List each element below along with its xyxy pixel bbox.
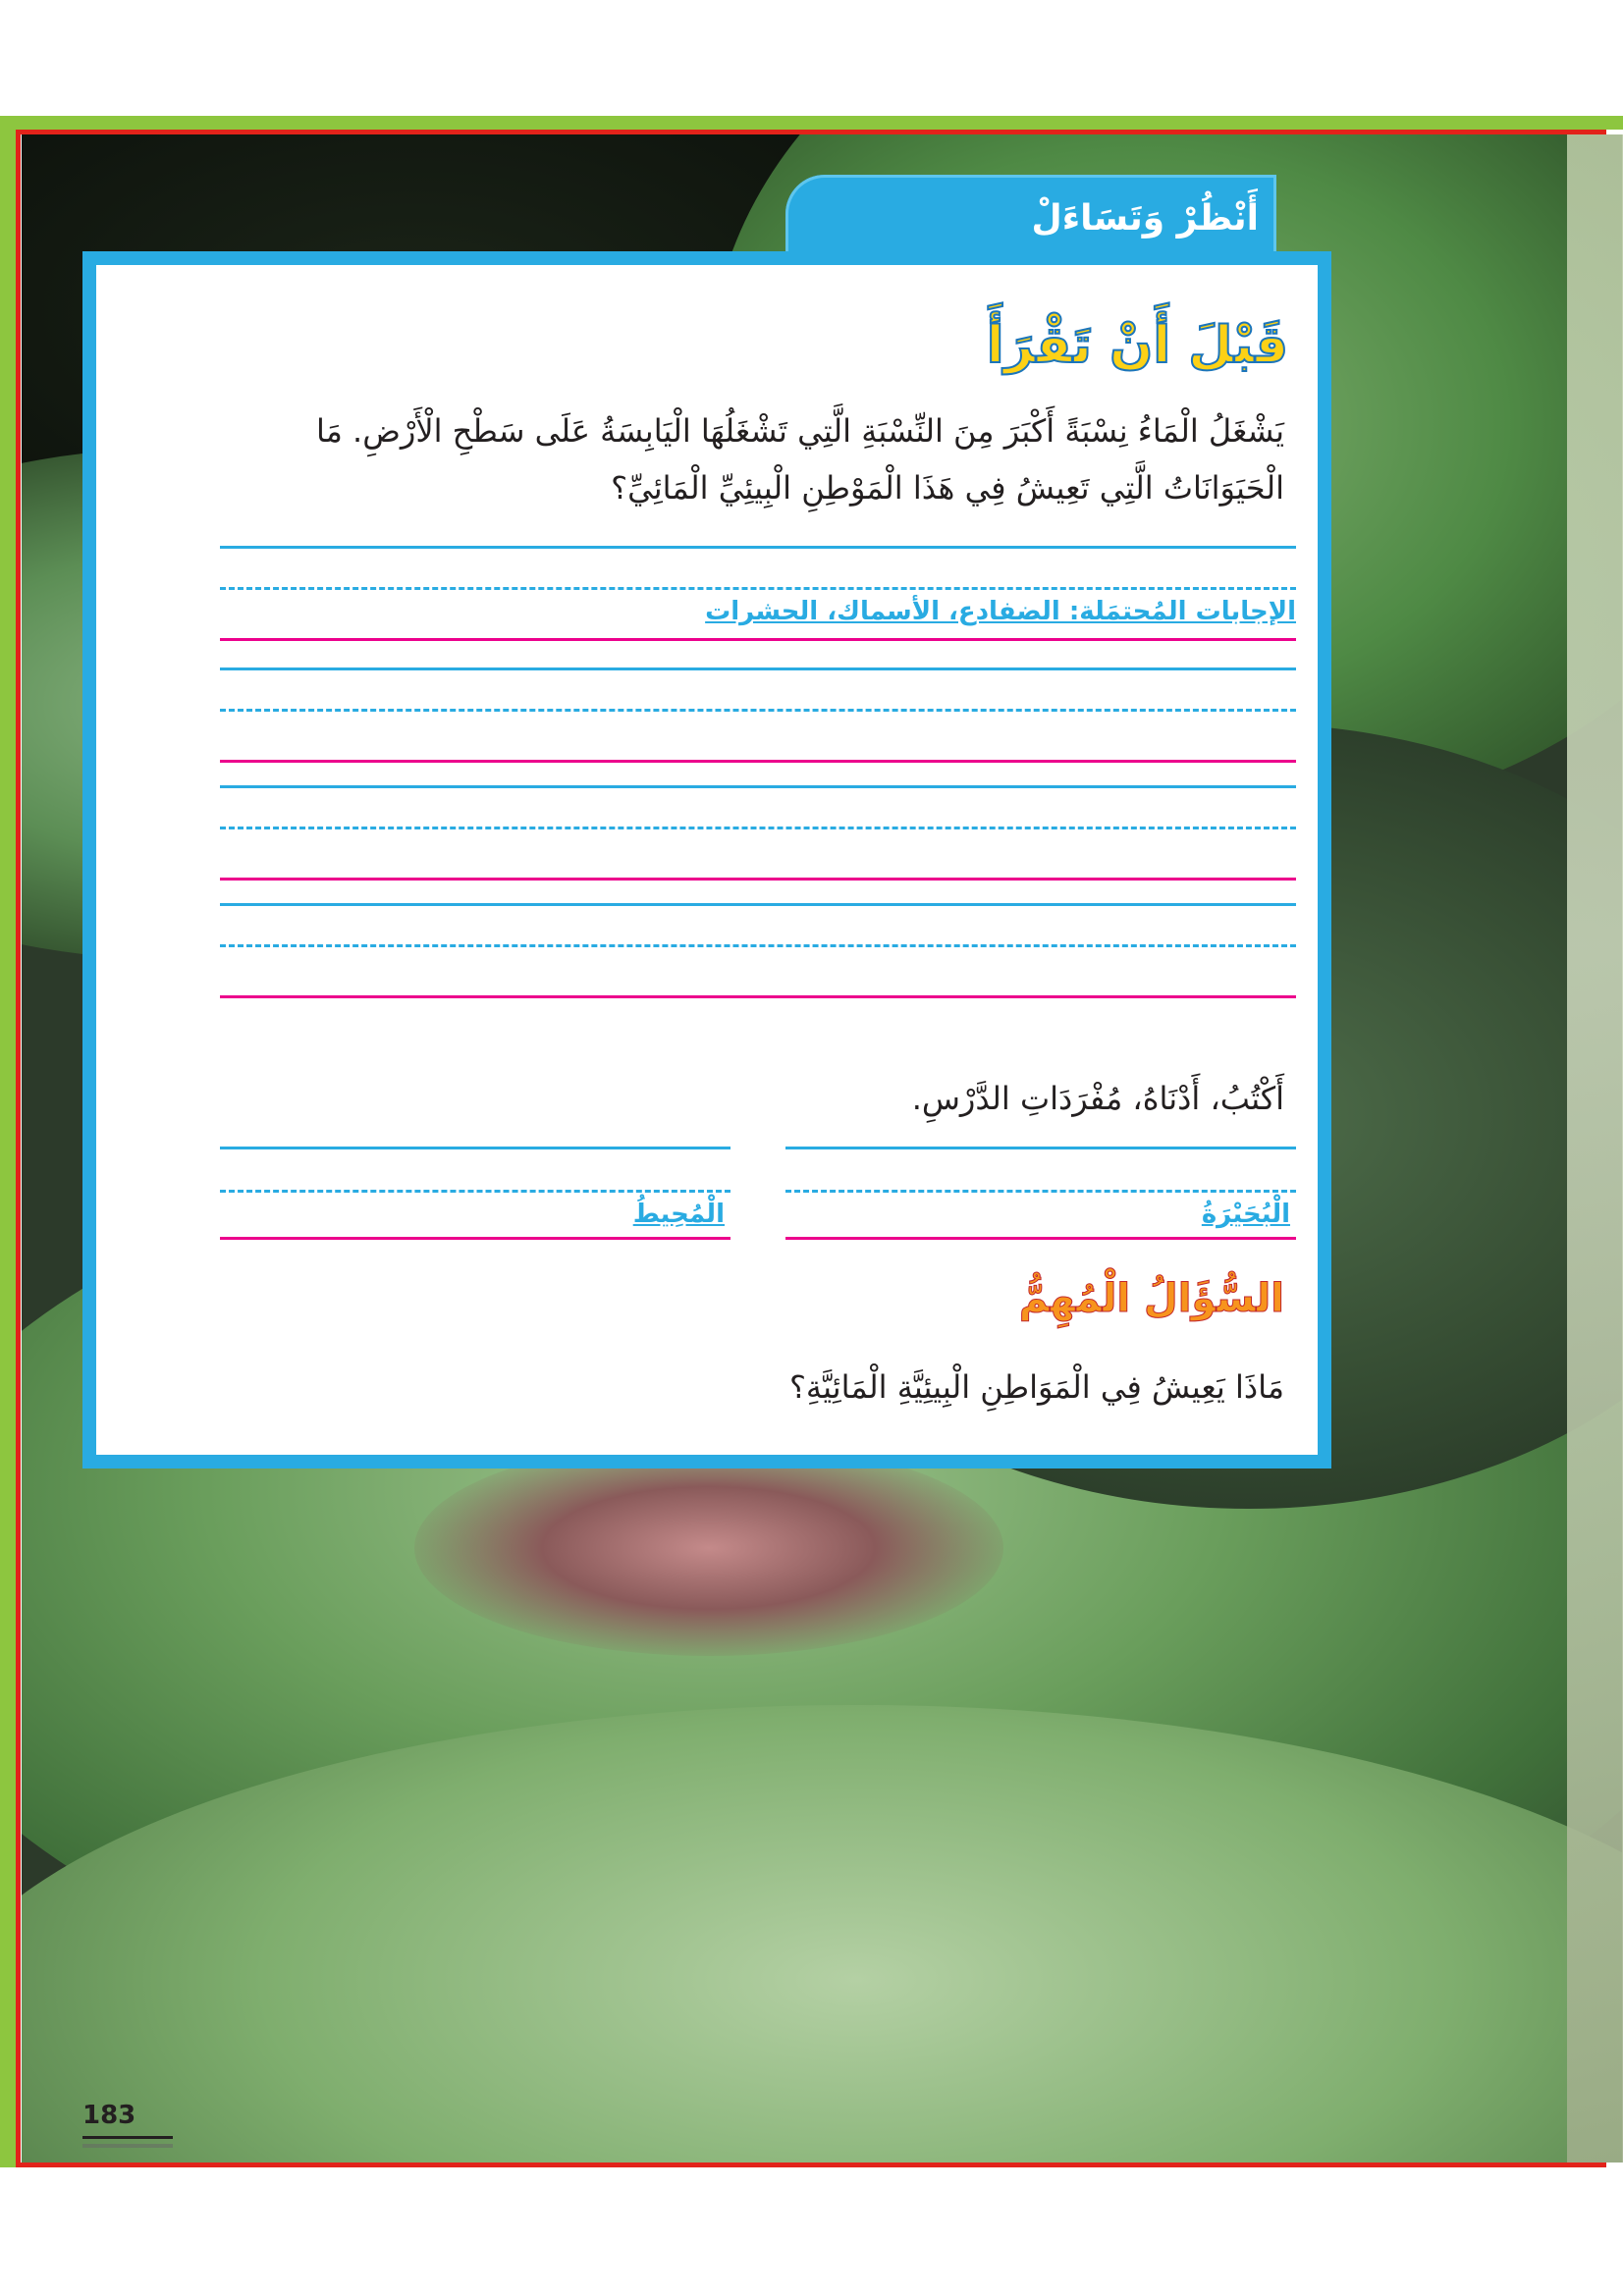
page-number: 183 (82, 2101, 136, 2130)
writing-line[interactable] (220, 667, 1296, 766)
vocabulary-line-lake[interactable] (785, 1147, 1296, 1245)
answer-text: الإجابات المُحتمَلة: الضفادع، الأسماك، الحشرات (705, 597, 1296, 626)
page-number-subrule (82, 2144, 173, 2148)
before-reading-paragraph: يَشْغَلُ الْمَاءُ نِسْبَةً أَكْبَرَ مِنَ النِّسْبَةِ الَّتِي تَشْغَلُهَا الْيَابِسَةُ عَلَى سَطْحِ الْأَرْضِ. مَا الْحَيَوَانَاتُ الَّتِي تَعِيشُ فِي هَذَا الْمَوْطِنِ الْبِيئِيِّ الْمَائِيِّ؟ (315, 412, 1284, 507)
vocabulary-line-ocean[interactable] (220, 1147, 730, 1245)
section-tab-label: أَنْظُرْ وَتَسَاءَلْ (1031, 198, 1259, 239)
left-green-strip (0, 130, 16, 2167)
essential-question-title: السُّؤَالُ الْمُهِمُّ (1018, 1276, 1284, 1321)
section-tab (785, 175, 1276, 259)
essential-question-text: مَاذَا يَعِيشُ فِي الْمَوَاطِنِ الْبِيئِيَّةِ الْمَائِيَّةِ؟ (788, 1368, 1284, 1406)
top-green-strip (0, 116, 1623, 130)
writing-line[interactable] (220, 546, 1296, 644)
vocabulary-instruction: أَكْتُبُ، أَدْنَاهُ، مُفْرَدَاتِ الدَّرْسِ. (911, 1080, 1284, 1117)
vocabulary-word-lake: الْبُحَيْرَةُ (1201, 1200, 1290, 1229)
before-reading-heading: قَبْلَ أَنْ تَقْرَأَ (986, 316, 1288, 375)
worksheet-panel-inner (96, 265, 1318, 1455)
worksheet-panel (82, 251, 1331, 1468)
page-number-rule (82, 2136, 173, 2139)
writing-line[interactable] (220, 785, 1296, 883)
writing-line[interactable] (220, 903, 1296, 1001)
vocabulary-word-ocean: الْمُحِيطُ (632, 1200, 725, 1229)
